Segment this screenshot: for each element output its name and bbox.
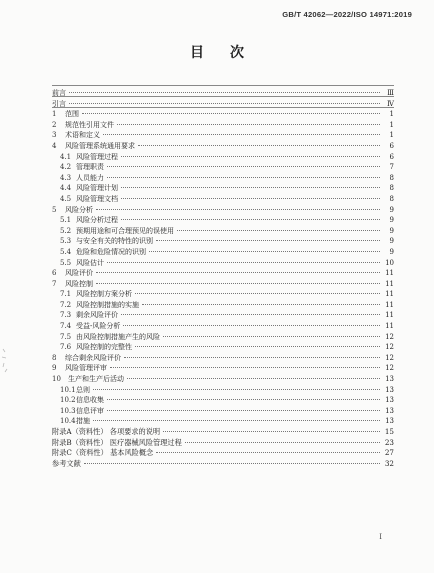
dot-leader [127,369,380,379]
section-number: 4.4 [60,184,72,193]
section-title: 风险控制的完整性 [76,343,132,352]
page-reference: 1 [389,131,394,140]
page-reference: 6 [389,141,394,150]
page-reference: 6 [389,152,394,161]
page-reference: 11 [385,269,394,278]
dot-leader [142,295,380,305]
section-title: 信息收集 [76,396,104,405]
section-number: 5.4 [60,247,72,256]
dot-leader [96,263,380,273]
toc-references-entry[interactable] [52,456,394,467]
section-number: 4 [52,141,57,150]
page-reference: 12 [385,353,394,362]
page-reference: 9 [389,247,394,256]
section-number: 10 [52,375,61,384]
dot-leader [93,411,380,421]
page-reference: 8 [389,194,394,203]
section-title: 危险和危险情况的识别 [76,247,146,256]
dot-leader [110,358,380,368]
dot-leader [69,83,380,93]
section-number: 7 [52,279,57,288]
page-reference: 7 [389,163,394,172]
page-title: 目次 [190,45,270,61]
dot-leader [69,94,380,104]
page-reference: 23 [384,437,394,447]
dot-leader [107,157,380,167]
section-number: 9 [52,364,57,373]
standard-code-header: GB/T 42062—2022/ISO 14971:2019 [282,10,412,19]
page-reference: 11 [385,279,394,288]
section-number: 7.1 [60,290,72,299]
section-title: 风险评价 [65,269,93,278]
dot-leader [107,401,380,411]
dot-leader [107,390,380,400]
section-number: 10.1 [60,385,76,394]
section-title: 风险控制 [65,279,93,288]
page-reference: 9 [389,216,394,225]
dot-leader [138,136,380,146]
page-reference: 13 [385,417,394,426]
dot-leader [163,422,380,432]
section-number: 7.3 [60,311,72,320]
section-title: 范围 [65,110,79,119]
section-number: 7.4 [60,322,72,331]
section-title: 风险管理评审 [65,364,107,373]
section-number: 10.4 [60,417,76,426]
dot-leader [124,348,380,358]
section-title: 风险管理系统通用要求 [65,141,135,150]
section-number: 5.3 [60,237,72,246]
dot-leader [103,125,380,135]
section-title: 措施 [76,417,90,426]
dot-leader [121,189,380,199]
section-number: 5 [52,205,57,214]
dot-leader [123,316,380,326]
page-reference: 12 [385,364,394,373]
dot-leader [185,433,380,443]
section-number: 5.2 [60,226,72,235]
section-title: 风险估计 [76,258,104,267]
page-reference: 12 [385,343,394,352]
section-title: 风险分析 [65,205,93,214]
dot-leader [117,115,380,125]
section-title: 风险分析过程 [76,216,118,225]
section-number: 7.6 [60,343,72,352]
dot-leader [163,327,380,337]
page-reference: 11 [385,290,394,299]
section-number: 10.3 [60,406,76,415]
section-title: 附录C（资料性） 基本风险概念 [52,448,154,458]
section-number: 10.2 [60,396,76,405]
dot-leader [135,284,380,294]
section-title: 风险控制措施的实施 [76,300,139,309]
dot-leader [156,231,380,241]
section-number: 4.5 [60,194,72,203]
section-number: 5.5 [60,258,72,267]
section-title: 受益-风险分析 [76,322,121,331]
dot-leader [177,221,380,231]
page-reference: 13 [385,375,394,384]
page-reference: 8 [389,184,394,193]
page-reference: 15 [384,427,394,436]
section-title: 总则 [76,385,90,394]
section-number: 4.2 [60,163,72,172]
page-reference: 10 [385,258,394,267]
section-number: 5.1 [60,216,72,225]
section-number: 4.3 [60,173,72,182]
page-reference: 12 [385,332,394,341]
table-of-contents [52,85,394,466]
dot-leader [149,242,380,252]
section-number: 1 [52,110,57,119]
page-reference: 13 [385,396,394,405]
dot-leader [82,104,380,114]
page-reference: 11 [385,311,394,320]
page-reference: 11 [385,300,394,309]
dot-leader [121,210,380,220]
page-reference: Ⅲ [387,89,394,97]
section-title: 综合剩余风险评价 [65,353,121,362]
page-reference: 1 [389,120,394,129]
section-title: 生产和生产后活动 [68,375,124,384]
section-title: 前言 [52,89,66,97]
page-reference: Ⅳ [387,99,394,108]
section-number: 3 [52,131,57,140]
section-number: 8 [52,353,57,362]
section-title: 附录A（资料性） 各项要求的说明 [52,427,161,436]
dot-leader [84,454,380,464]
dot-leader [121,305,380,315]
page-reference: 9 [389,237,394,246]
page-reference: 32 [384,458,394,468]
section-title: 信息评审 [76,406,104,415]
page-reference: 11 [385,322,394,331]
section-title: 风险控制方案分析 [76,290,132,299]
section-title: 管理职责 [76,163,104,172]
dot-leader [121,178,380,188]
page-reference: 13 [385,385,394,394]
section-title: 引言 [52,99,66,108]
page-reference: 9 [389,226,394,235]
section-title: 规范性引用文件 [65,120,114,129]
page-number: I [379,533,382,541]
page-reference: 27 [384,448,394,458]
dot-leader [96,274,380,284]
section-number: 7.5 [60,332,72,341]
section-title: 附录B（资料性） 医疗器械风险管理过程 [52,437,182,447]
section-title: 剩余风险评价 [76,311,118,320]
section-title: 风险管理文档 [76,194,118,203]
section-number: 7.2 [60,300,72,309]
dot-leader [156,443,380,453]
section-number: 6 [52,269,57,278]
page-reference: 9 [389,205,394,214]
page-reference: 13 [385,406,394,415]
dot-leader [135,337,380,347]
section-title: 与安全有关的特性的识别 [76,237,153,246]
page-reference: 1 [389,110,394,119]
section-number: 4.1 [60,152,72,161]
dot-leader [107,253,380,263]
dot-leader [93,380,380,390]
dot-leader [121,147,380,157]
section-title: 术语和定义 [65,131,100,140]
page-reference: 8 [389,173,394,182]
section-title: 预期用途和可合理预见的误使用 [76,226,174,235]
section-number: 2 [52,120,57,129]
section-title: 风险管理过程 [76,152,118,161]
dot-leader [107,168,380,178]
section-title: 风险管理计划 [76,184,118,193]
section-title: 由风险控制措施产生的风险 [76,332,160,341]
section-title: 人员能力 [76,173,104,182]
dot-leader [96,200,380,210]
scan-artifact [0,345,14,375]
section-title: 参考文献 [52,458,81,468]
